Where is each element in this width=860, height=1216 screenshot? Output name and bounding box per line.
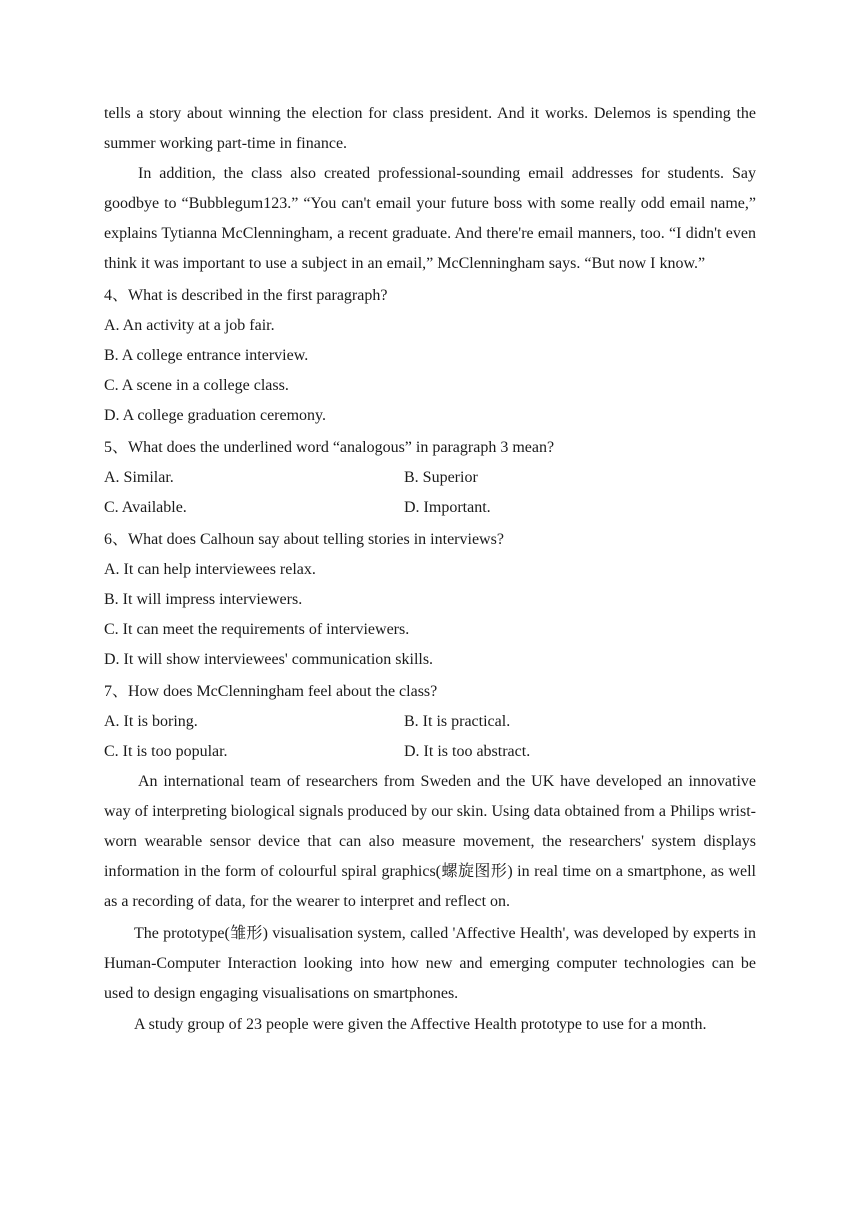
options-row <box>104 493 756 523</box>
document-page <box>104 99 756 1040</box>
option-d: D. It will show interviewees' communication skills. <box>104 651 434 668</box>
option-c: C. A scene in a college class. <box>104 377 289 394</box>
question-6 <box>104 525 756 675</box>
option-c: C. It can meet the requirements of interviewers. <box>104 621 410 638</box>
question-stem: 5、What does the underlined word “analogous” in paragraph 3 mean? <box>104 439 555 456</box>
passage-paragraph: In addition, the class also created professional-sounding email addresses for students. Say goodbye to “Bubblegum123.” “You can't email your future boss with some really odd email name,” explains Tytianna McClenningham, a recent graduate. And there're email manners, too. “I didn't even think it was important to use a subject in an email,” McClenningham says. “But now I know.” <box>104 165 756 272</box>
option-b: B. A college entrance interview. <box>104 347 309 364</box>
question-7 <box>104 677 756 767</box>
options-row <box>104 463 756 493</box>
question-5 <box>104 433 756 523</box>
option-d: D. Important. <box>404 499 491 516</box>
option-c: C. It is too popular. <box>104 743 228 760</box>
options-row <box>104 707 756 737</box>
question-stem: 4、What is described in the first paragraph? <box>104 287 388 304</box>
options-row <box>104 737 756 767</box>
option-a: A. It can help interviewees relax. <box>104 561 316 578</box>
option-a: A. An activity at a job fair. <box>104 317 275 334</box>
option-b: B. Superior <box>404 469 478 486</box>
option-a: A. It is boring. <box>104 713 198 730</box>
option-d: D. It is too abstract. <box>404 743 531 760</box>
option-a: A. Similar. <box>104 469 174 486</box>
question-stem: 6、What does Calhoun say about telling stories in interviews? <box>104 531 504 548</box>
passage-paragraph: A study group of 23 people were given the Affective Health prototype to use for a month. <box>134 1016 707 1033</box>
question-stem: 7、How does McClenningham feel about the class? <box>104 683 438 700</box>
option-b: B. It is practical. <box>404 713 511 730</box>
passage-paragraph: tells a story about winning the election for class president. And it works. Delemos is spending the summer working part-time in finance. <box>104 105 756 152</box>
passage-paragraph: The prototype(雏形) visualisation system, called 'Affective Health', was developed by experts in Human-Computer Interaction looking into how new and emerging computer technologies can be used to design engaging visualisations on smartphones. <box>104 925 756 1002</box>
option-b: B. It will impress interviewers. <box>104 591 303 608</box>
option-c: C. Available. <box>104 499 187 516</box>
passage-paragraph: An international team of researchers from Sweden and the UK have developed an innovative way of interpreting biological signals produced by our skin. Using data obtained from a Philips wrist-worn wearable sensor device that can also measure movement, the researchers' system displays information in the form of colourful spiral graphics(螺旋图形) in real time on a smartphone, as well as a recording of data, for the wearer to interpret and reflect on. <box>104 773 756 910</box>
question-4 <box>104 281 756 431</box>
option-d: D. A college graduation ceremony. <box>104 407 326 424</box>
